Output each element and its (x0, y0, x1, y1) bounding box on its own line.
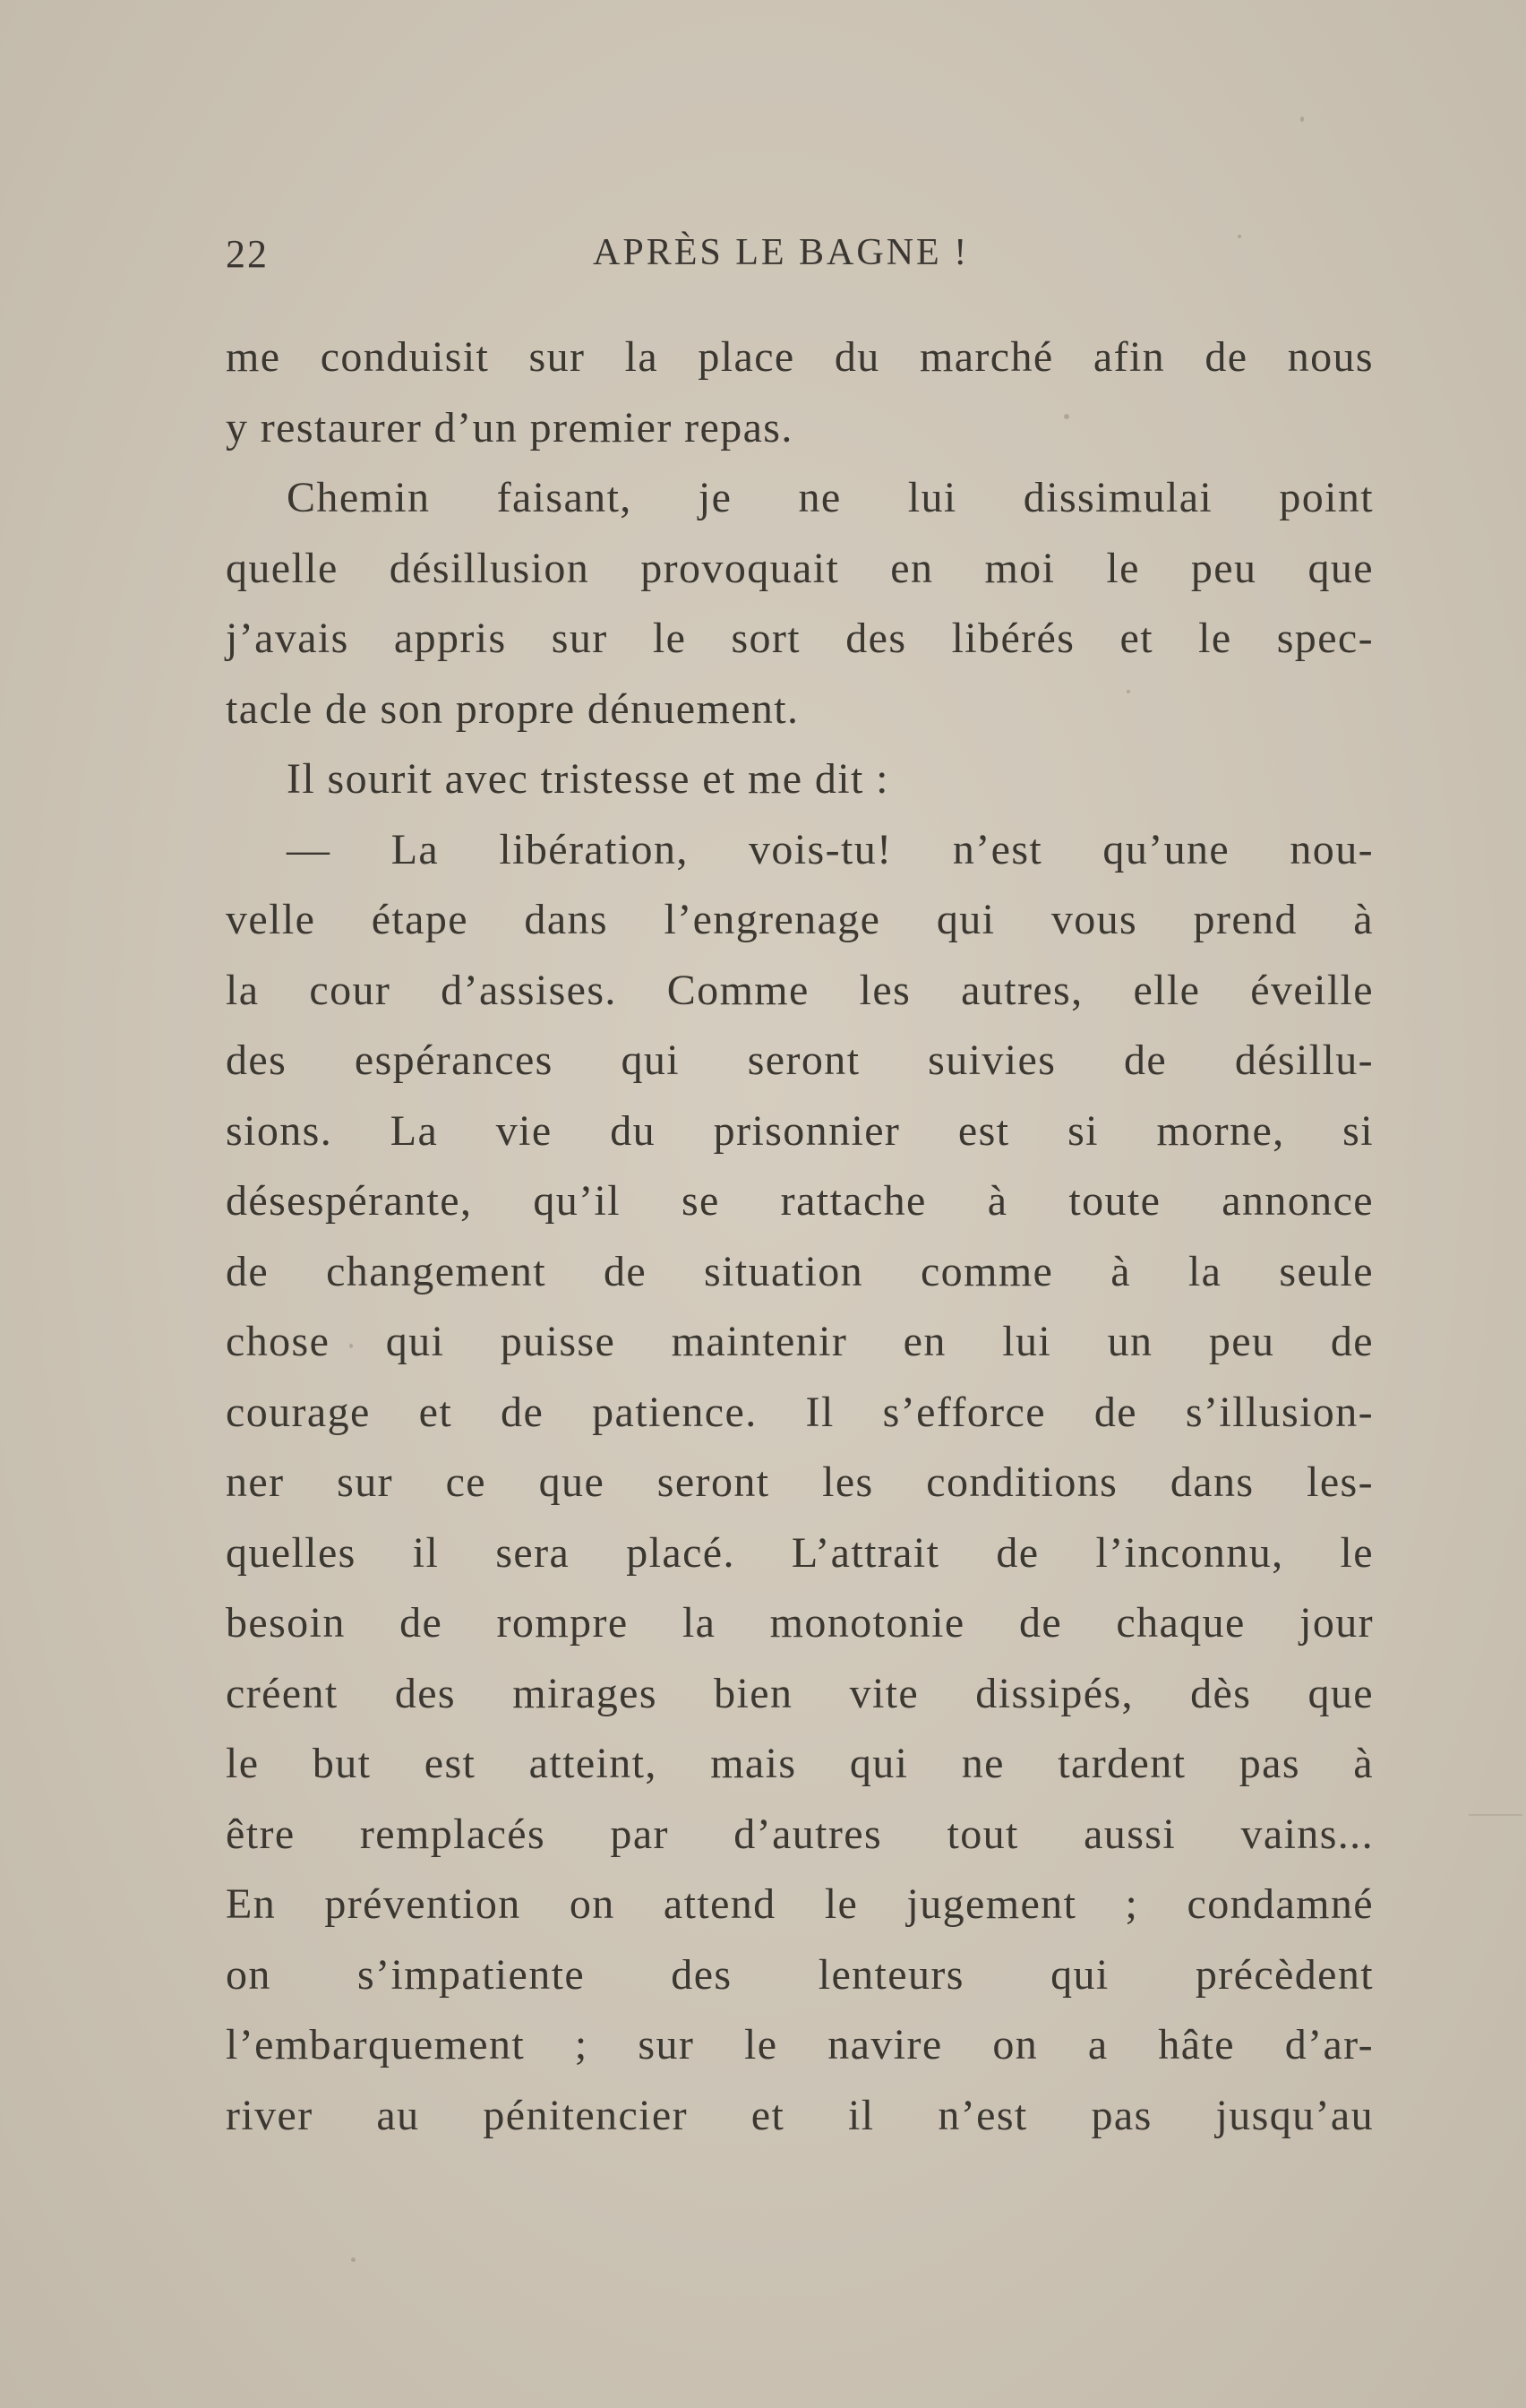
text-line: chose qui puisse maintenir en lui un peu de (226, 1318, 1374, 1365)
text-line: En prévention on attend le jugement ; condamné (226, 1880, 1374, 1928)
text-line: désespérante, qu’il se rattache à toute annonce (226, 1177, 1374, 1225)
text-line: j’avais appris sur le sort des libérés et le spec- (226, 615, 1374, 662)
paper-speck (351, 2258, 356, 2262)
text-line: créent des mirages bien vite dissipés, dès que (226, 1669, 1374, 1717)
text-line: la cour d’assises. Comme les autres, elle éveille (226, 966, 1374, 1014)
text-line: ner sur ce que seront les conditions dans les- (226, 1458, 1374, 1506)
body-text (226, 322, 1374, 2151)
text-line: être remplacés par d’autres tout aussi vains... (226, 1810, 1374, 1858)
text-line: des espérances qui seront suivies de désillu- (226, 1036, 1374, 1084)
text-line: l’embarquement ; sur le navire on a hâte d’ar- (226, 2021, 1374, 2068)
text-line: Il sourit avec tristesse et me dit : (287, 755, 889, 803)
text-line: quelle désillusion provoquait en moi le peu que (226, 544, 1374, 592)
text-line: courage et de patience. Il s’efforce de s’illusion- (226, 1388, 1374, 1436)
text-line: besoin de rompre la monotonie de chaque jour (226, 1599, 1374, 1647)
text-line: velle étape dans l’engrenage qui vous prend à (226, 896, 1374, 943)
text-line: de changement de situation comme à la seule (226, 1247, 1374, 1295)
text-line: me conduisit sur la place du marché afin de nous (226, 333, 1374, 381)
text-line: quelles il sera placé. L’attrait de l’inconnu, le (226, 1528, 1374, 1577)
page-number: 22 (226, 232, 269, 276)
text-line: tacle de son propre dénuement. (226, 684, 800, 733)
text-line: sions. La vie du prisonnier est si morne, si (226, 1106, 1374, 1155)
paper-mark (1469, 1814, 1522, 1816)
text-line: — La libération, vois-tu! n’est qu’une nou- (287, 825, 1374, 873)
page-header (226, 231, 1374, 285)
paper-speck (1300, 116, 1304, 122)
text-line: Chemin faisant, je ne lui dissimulai point (287, 474, 1374, 521)
text-line: on s’impatiente des lenteurs qui précèdent (226, 1950, 1374, 1999)
text-line: y restaurer d’un premier repas. (226, 403, 793, 452)
text-line: le but est atteint, mais qui ne tardent pas à (226, 1740, 1374, 1787)
text-line: river au pénitencier et il n’est pas jusqu’au (226, 2091, 1374, 2139)
running-title: APRÈS LE BAGNE ! (593, 232, 970, 273)
